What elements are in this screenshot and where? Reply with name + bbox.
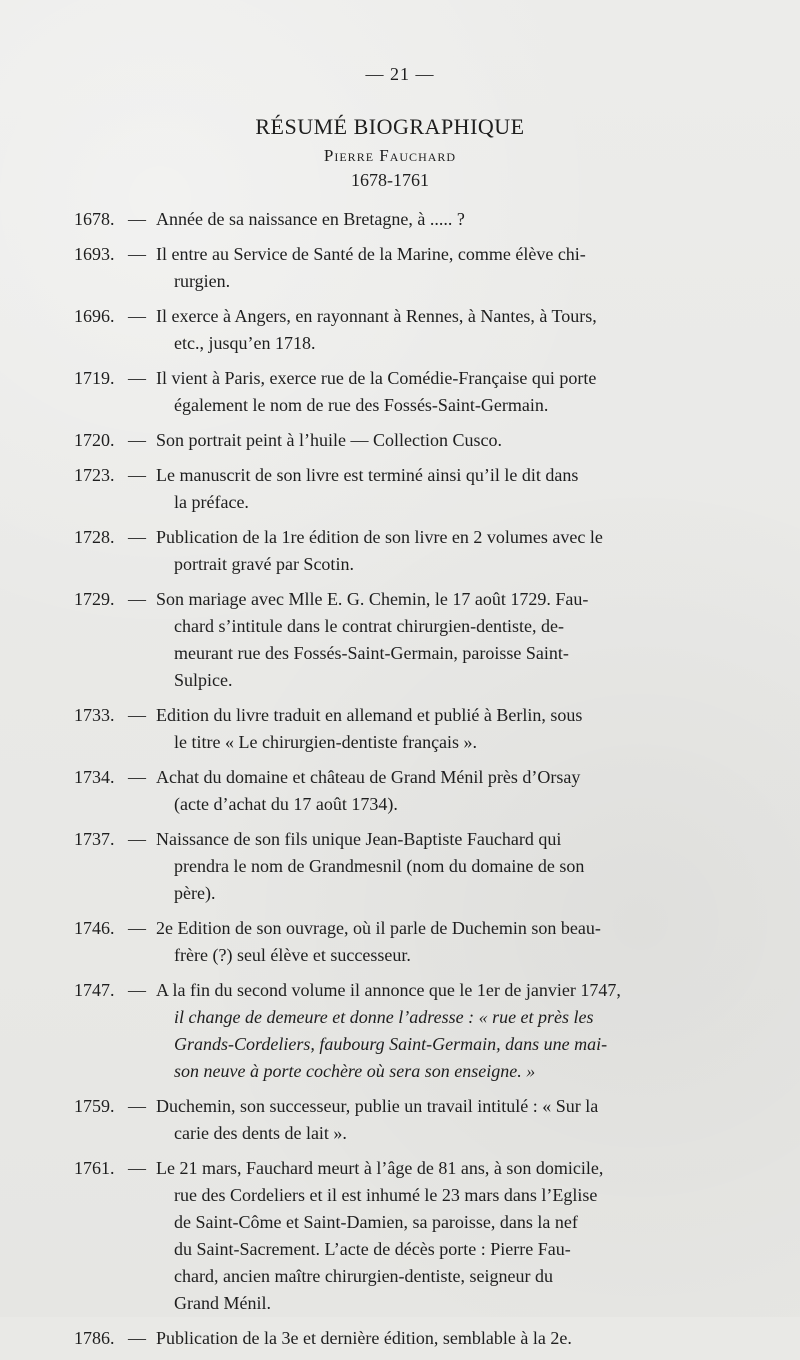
entry-dash: — <box>128 767 146 787</box>
entry-continuation <box>174 268 710 295</box>
entry-year: 1678. <box>74 209 115 229</box>
entry-text-first-line: Edition du livre traduit en allemand et publié à Berlin, sous <box>156 705 583 725</box>
entry-year: 1733. <box>74 705 115 725</box>
entry-dash: — <box>128 1328 146 1348</box>
entry-dash: — <box>128 918 146 938</box>
biography-entry <box>74 586 710 694</box>
entry-text-line: également le nom de rue des Fossés-Saint-Germain. <box>174 395 549 415</box>
entry-first-line <box>74 702 710 729</box>
entry-dash: — <box>128 527 146 547</box>
entry-first-line <box>74 826 710 853</box>
entry-year: 1759. <box>74 1096 115 1116</box>
biography-entry <box>74 702 710 756</box>
entry-first-line <box>74 524 710 551</box>
entry-text-first-line: Son mariage avec Mlle E. G. Chemin, le 17 août 1729. Fau- <box>156 589 589 609</box>
entry-text-line: son neuve à porte cochère où sera son enseigne. » <box>174 1061 536 1081</box>
biography-entry <box>74 1325 710 1352</box>
entry-year: 1723. <box>74 465 115 485</box>
entry-first-line <box>74 206 710 233</box>
entry-dash: — <box>128 465 146 485</box>
biography-list <box>74 206 710 1360</box>
entry-continuation <box>174 853 710 907</box>
biography-entry <box>74 1093 710 1147</box>
entry-text-first-line: Le manuscrit de son livre est terminé ainsi qu’il le dit dans <box>156 465 579 485</box>
entry-year: 1693. <box>74 244 115 264</box>
entry-dash: — <box>128 980 146 1000</box>
entry-text-first-line: Son portrait peint à l’huile — Collection Cusco. <box>156 430 502 450</box>
entry-continuation <box>174 489 710 516</box>
entry-text-line: chard, ancien maître chirurgien-dentiste, seigneur du <box>174 1266 554 1286</box>
entry-continuation <box>174 551 710 578</box>
entry-text-line: etc., jusqu’en 1718. <box>174 333 316 353</box>
entry-year: 1786. <box>74 1328 115 1348</box>
entry-text-first-line: Publication de la 3e et dernière édition, semblable à la 2e. <box>156 1328 572 1348</box>
entry-year: 1719. <box>74 368 115 388</box>
entry-text-first-line: Année de sa naissance en Bretagne, à ..... ? <box>156 209 465 229</box>
entry-first-line <box>74 303 710 330</box>
entry-text-line: il change de demeure et donne l’adresse : « rue et près les <box>174 1007 594 1027</box>
entry-continuation <box>174 1182 710 1317</box>
entry-text-first-line: Il vient à Paris, exerce rue de la Comédie-Française qui porte <box>156 368 597 388</box>
entry-text-line: Grands-Cordeliers, faubourg Saint-Germain, dans une mai- <box>174 1034 608 1054</box>
entry-dash: — <box>128 209 146 229</box>
entry-text-line: Sulpice. <box>174 670 233 690</box>
biography-entry <box>74 524 710 578</box>
entry-text-line: prendra le nom de Grandmesnil (nom du domaine de son <box>174 856 585 876</box>
entry-text-first-line: Achat du domaine et château de Grand Ménil près d’Orsay <box>156 767 581 787</box>
entry-text-line: de Saint-Côme et Saint-Damien, sa paroisse, dans la nef <box>174 1212 578 1232</box>
page-number: — 21 — <box>365 64 435 84</box>
entry-text-first-line: Naissance de son fils unique Jean-Baptiste Fauchard qui <box>156 829 562 849</box>
entry-continuation <box>174 1004 710 1085</box>
entry-text-line: père). <box>174 883 216 903</box>
entry-text-line: la préface. <box>174 492 249 512</box>
entry-dash: — <box>128 589 146 609</box>
biography-entry <box>74 365 710 419</box>
entry-text-first-line: Il entre au Service de Santé de la Marine, comme élève chi- <box>156 244 586 264</box>
entry-text-line: rue des Cordeliers et il est inhumé le 23 mars dans l’Eglise <box>174 1185 598 1205</box>
entry-first-line <box>74 1093 710 1120</box>
entry-text-line: le titre « Le chirurgien-dentiste français ». <box>174 732 478 752</box>
entry-dash: — <box>128 430 146 450</box>
entry-year: 1729. <box>74 589 115 609</box>
entry-continuation <box>174 1120 710 1147</box>
entry-first-line <box>74 1155 710 1182</box>
entry-first-line <box>74 915 710 942</box>
entry-continuation <box>174 330 710 357</box>
entry-first-line <box>74 427 710 454</box>
entry-continuation <box>174 791 710 818</box>
entry-text-line: frère (?) seul élève et successeur. <box>174 945 411 965</box>
entry-dash: — <box>128 705 146 725</box>
entry-text-line: (acte d’achat du 17 août 1734). <box>174 794 398 814</box>
biography-entry <box>74 826 710 907</box>
entry-text-line: portrait gravé par Scotin. <box>174 554 354 574</box>
page-subtitle: Pierre Fauchard <box>323 146 457 165</box>
entry-year: 1746. <box>74 918 115 938</box>
entry-text-first-line: 2e Edition de son ouvrage, où il parle de Duchemin son beau- <box>156 918 601 938</box>
biography-entry <box>74 915 710 969</box>
entry-continuation <box>174 613 710 694</box>
entry-text-first-line: A la fin du second volume il annonce que le 1er de janvier 1747, <box>156 980 621 1000</box>
entry-continuation <box>174 729 710 756</box>
biography-entry <box>74 462 710 516</box>
page-title: RÉSUMÉ BIOGRAPHIQUE <box>255 114 525 139</box>
entry-text-line: rurgien. <box>174 271 231 291</box>
entry-first-line <box>74 586 710 613</box>
entry-dash: — <box>128 368 146 388</box>
biography-entry <box>74 764 710 818</box>
entry-text-line: Grand Ménil. <box>174 1293 271 1313</box>
entry-year: 1734. <box>74 767 115 787</box>
entry-first-line <box>74 241 710 268</box>
entry-year: 1728. <box>74 527 115 547</box>
entry-dash: — <box>128 306 146 326</box>
entry-year: 1761. <box>74 1158 115 1178</box>
biography-entry <box>74 206 710 233</box>
biography-entry <box>74 1155 710 1317</box>
entry-continuation <box>174 942 710 969</box>
entry-dash: — <box>128 1158 146 1178</box>
entry-text-line: carie des dents de lait ». <box>174 1123 347 1143</box>
entry-first-line <box>74 462 710 489</box>
biography-entry <box>74 241 710 295</box>
entry-first-line <box>74 1325 710 1352</box>
entry-first-line <box>74 764 710 791</box>
entry-year: 1737. <box>74 829 115 849</box>
entry-text-first-line: Il exerce à Angers, en rayonnant à Rennes, à Nantes, à Tours, <box>156 306 597 326</box>
entry-text-first-line: Publication de la 1re édition de son livre en 2 volumes avec le <box>156 527 603 547</box>
entry-text-line: chard s’intitule dans le contrat chirurgien-dentiste, de- <box>174 616 565 636</box>
entry-text-first-line: Duchemin, son successeur, publie un travail intitulé : « Sur la <box>156 1096 599 1116</box>
entry-text-first-line: Le 21 mars, Fauchard meurt à l’âge de 81 ans, à son domicile, <box>156 1158 604 1178</box>
entry-continuation <box>174 392 710 419</box>
entry-text-line: meurant rue des Fossés-Saint-Germain, paroisse Saint- <box>174 643 569 663</box>
entry-year: 1696. <box>74 306 115 326</box>
entry-dash: — <box>128 1096 146 1116</box>
biography-entry <box>74 427 710 454</box>
life-dates: 1678-1761 <box>351 170 429 190</box>
biography-entry <box>74 977 710 1085</box>
biography-entry <box>74 303 710 357</box>
entry-year: 1747. <box>74 980 115 1000</box>
entry-first-line <box>74 977 710 1004</box>
entry-dash: — <box>128 829 146 849</box>
entry-dash: — <box>128 244 146 264</box>
entry-first-line <box>74 365 710 392</box>
entry-year: 1720. <box>74 430 115 450</box>
entry-text-line: du Saint-Sacrement. L’acte de décès porte : Pierre Fau- <box>174 1239 571 1259</box>
